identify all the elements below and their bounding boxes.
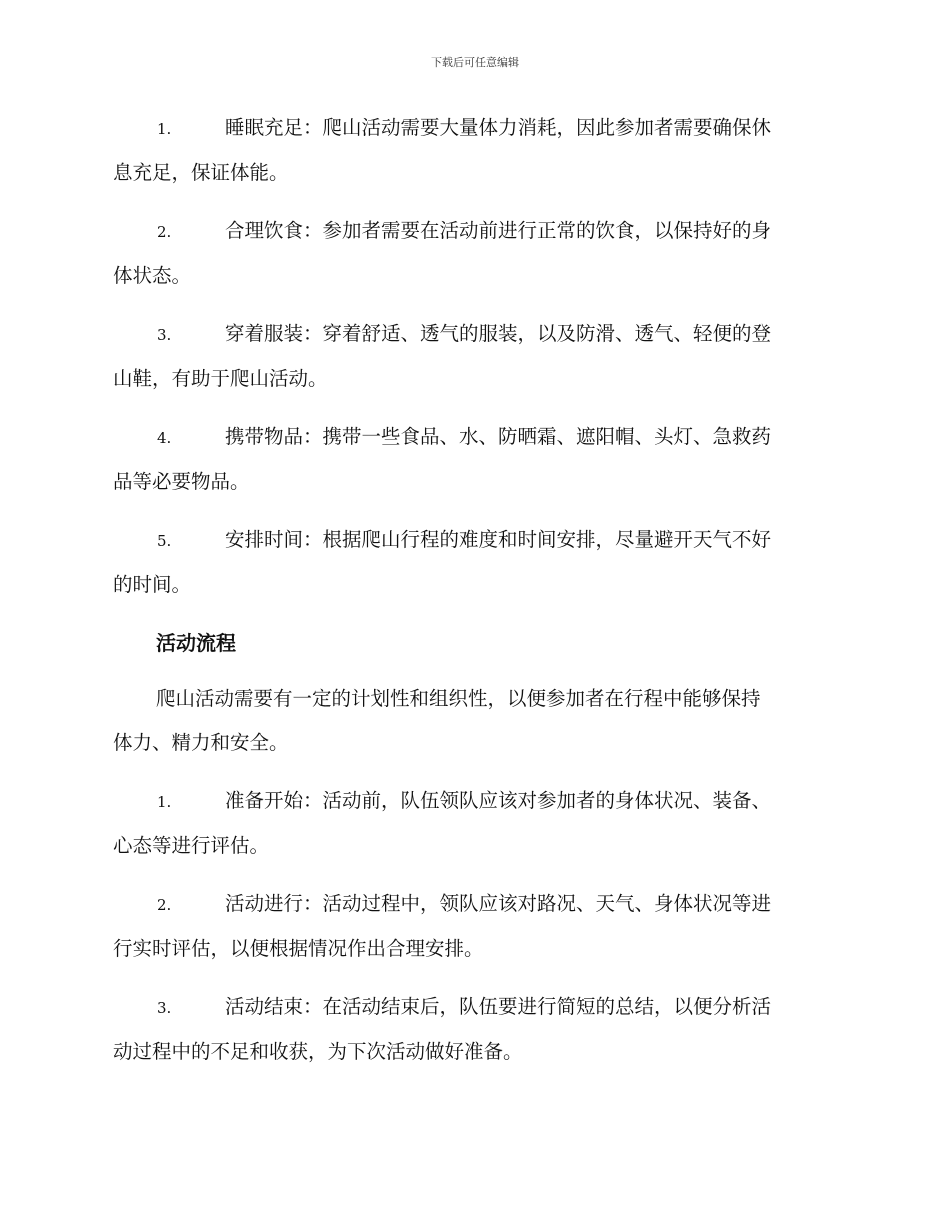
list-text-line2: 体状态。	[113, 264, 192, 287]
list-text-line1: 合理饮食：参加者需要在活动前进行正常的饮食，以保持好的身	[225, 219, 772, 242]
list-item	[113, 518, 835, 607]
list-text-line2: 动过程中的不足和收获，为下次活动做好准备。	[113, 1040, 523, 1063]
list-text-line1: 活动进行：活动过程中，领队应该对路况、天气、身体状况等进	[225, 892, 772, 915]
list-item	[113, 985, 835, 1074]
section-heading: 活动流程	[156, 631, 236, 655]
list-number: 2.	[157, 896, 172, 914]
list-number: 4.	[157, 429, 172, 447]
list-text-line2: 山鞋，有助于爬山活动。	[113, 367, 328, 390]
intro-paragraph	[113, 677, 835, 765]
list-text-line2: 品等必要物品。	[113, 470, 250, 493]
list-text-line1: 安排时间：根据爬山行程的难度和时间安排，尽量避开天气不好	[225, 528, 772, 551]
list-number: 2.	[157, 223, 172, 241]
list-item	[113, 779, 835, 868]
list-text-line2: 的时间。	[113, 573, 192, 596]
header-note: 下载后可任意编辑	[431, 56, 519, 69]
list-number: 3.	[157, 326, 172, 344]
list-number: 3.	[157, 999, 172, 1017]
list-number: 5.	[157, 532, 172, 550]
list-item	[113, 415, 835, 504]
list-item	[113, 106, 835, 195]
list-item	[113, 882, 835, 971]
list-text-line1: 准备开始：活动前，队伍领队应该对参加者的身体状况、装备、	[225, 789, 772, 812]
list-text-line2: 息充足，保证体能。	[113, 161, 289, 184]
list-text-line1: 睡眠充足：爬山活动需要大量体力消耗，因此参加者需要确保休	[225, 116, 772, 139]
list-text-line1: 携带物品：携带一些食品、水、防晒霜、遮阳帽、头灯、急救药	[225, 425, 772, 448]
list-number: 1.	[157, 793, 172, 811]
intro-line1: 爬山活动需要有一定的计划性和组织性，以便参加者在行程中能够保持	[156, 687, 761, 710]
list-item	[113, 209, 835, 298]
list-text-line1: 活动结束：在活动结束后，队伍要进行简短的总结，以便分析活	[225, 995, 772, 1018]
list-text-line2: 行实时评估，以便根据情况作出合理安排。	[113, 937, 484, 960]
intro-line2: 体力、精力和安全。	[113, 731, 289, 754]
list-text-line1: 穿着服装：穿着舒适、透气的服装，以及防滑、透气、轻便的登	[225, 322, 772, 345]
list-text-line2: 心态等进行评估。	[113, 834, 270, 857]
list-item	[113, 312, 835, 401]
document-body	[113, 106, 835, 1088]
list-number: 1.	[157, 120, 172, 138]
